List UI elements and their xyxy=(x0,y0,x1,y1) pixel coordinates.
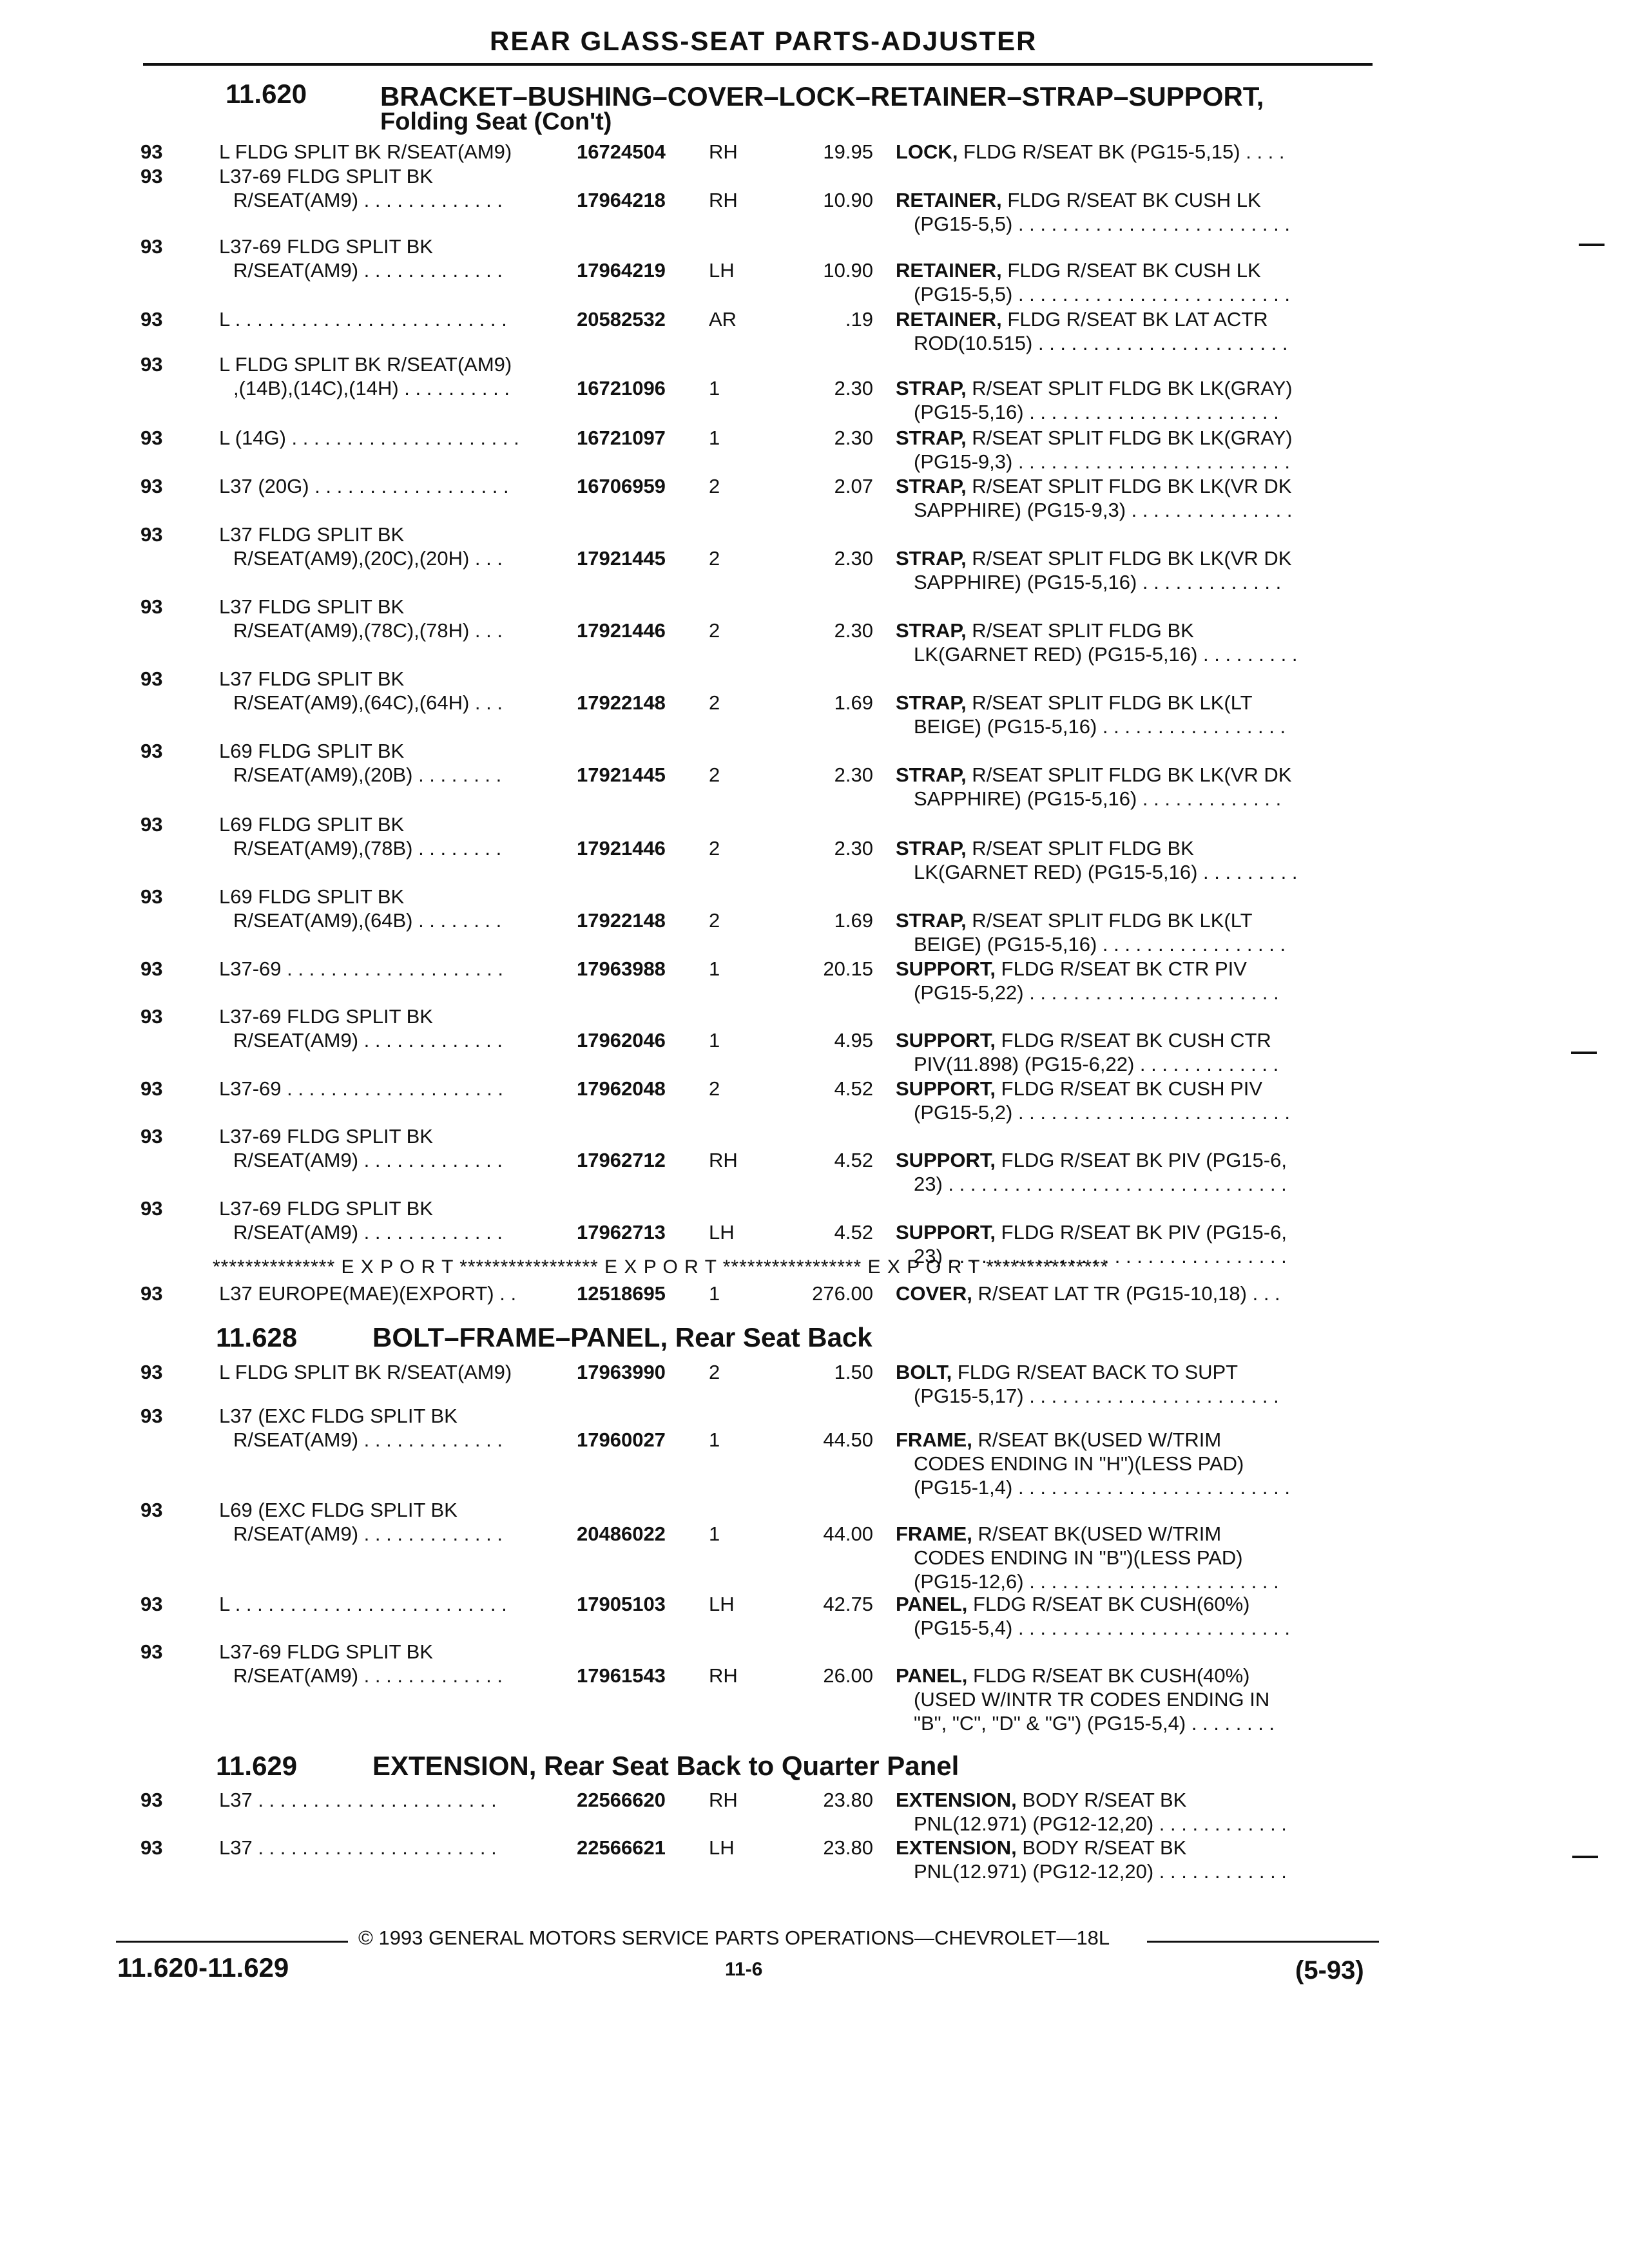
price: 276.00 xyxy=(812,1282,873,1305)
quantity: 1 xyxy=(709,1282,720,1305)
part-number: 17962046 xyxy=(577,1029,666,1052)
price: 1.69 xyxy=(834,909,873,932)
description-noun: STRAP, xyxy=(896,619,967,642)
footer-date: (5-93) xyxy=(1295,1956,1364,1984)
table-row xyxy=(0,1640,1629,1735)
model-year: 93 xyxy=(140,353,163,376)
model-year: 93 xyxy=(140,957,163,980)
description-noun: SUPPORT, xyxy=(896,1077,996,1100)
description xyxy=(896,1361,1238,1384)
description xyxy=(896,475,1291,498)
application: L37 EUROPE(MAE)(EXPORT) . . xyxy=(219,1282,517,1305)
application: L37 FLDG SPLIT BK xyxy=(219,595,405,618)
description-text: FLDG R/SEAT BK CUSH LK xyxy=(1001,189,1261,211)
description xyxy=(896,619,1194,642)
application: L37 (20G) . . . . . . . . . . . . . . . . . . xyxy=(219,475,509,497)
application: L37-69 FLDG SPLIT BK xyxy=(219,235,433,258)
price: 44.50 xyxy=(823,1428,873,1451)
footer-rule xyxy=(116,1941,348,1943)
application: L37 . . . . . . . . . . . . . . . . . . . . . . xyxy=(219,1836,497,1859)
part-number: 17921446 xyxy=(577,837,666,860)
section-number: 11.629 xyxy=(216,1751,298,1781)
part-number: 12518695 xyxy=(577,1282,666,1305)
description-noun: STRAP, xyxy=(896,764,967,786)
table-row xyxy=(0,595,1629,666)
model-year: 93 xyxy=(140,140,163,163)
price: 42.75 xyxy=(823,1593,873,1615)
model-year: 93 xyxy=(140,1593,163,1615)
model-year: 93 xyxy=(140,668,163,690)
part-number: 17961543 xyxy=(577,1664,666,1687)
description-noun: STRAP, xyxy=(896,691,967,714)
description xyxy=(896,547,1291,570)
application: L FLDG SPLIT BK R/SEAT(AM9) xyxy=(219,140,512,163)
part-number: 17960027 xyxy=(577,1428,666,1451)
table-row xyxy=(0,523,1629,594)
header-rule xyxy=(143,63,1373,66)
description xyxy=(896,259,1261,282)
application: L69 FLDG SPLIT BK xyxy=(219,740,405,762)
description-text: FLDG R/SEAT BK LAT ACTR xyxy=(1001,308,1268,331)
description-text: BODY R/SEAT BK xyxy=(1016,1836,1187,1859)
quantity: 2 xyxy=(709,837,720,860)
price: 19.95 xyxy=(823,140,873,163)
description-cont: (PG15-1,4) . . . . . . . . . . . . . . . . . . . . . . . . . xyxy=(914,1476,1290,1499)
table-row xyxy=(0,668,1629,738)
description xyxy=(896,1221,1287,1244)
part-number: 17922148 xyxy=(577,909,666,932)
price: 4.52 xyxy=(834,1149,873,1171)
price: 2.30 xyxy=(834,427,873,449)
description-text: FLDG R/SEAT BK CUSH LK xyxy=(1001,259,1261,282)
quantity: RH xyxy=(709,189,738,211)
application-cont: R/SEAT(AM9),(20B) . . . . . . . . xyxy=(233,764,502,786)
part-number: 16721097 xyxy=(577,427,666,449)
price: 23.80 xyxy=(823,1789,873,1811)
description xyxy=(896,837,1194,860)
table-row xyxy=(0,813,1629,884)
part-number: 17921445 xyxy=(577,547,666,570)
application-cont: R/SEAT(AM9) . . . . . . . . . . . . . xyxy=(233,1523,503,1545)
application: L . . . . . . . . . . . . . . . . . . . . . . . . . xyxy=(219,1593,507,1615)
table-row xyxy=(0,353,1629,424)
description-text: R/SEAT SPLIT FLDG BK xyxy=(966,619,1194,642)
description-noun: BOLT, xyxy=(896,1361,952,1383)
application-cont: R/SEAT(AM9),(78C),(78H) . . . xyxy=(233,619,503,642)
description xyxy=(896,1664,1250,1687)
quantity: RH xyxy=(709,1664,738,1687)
model-year: 93 xyxy=(140,813,163,836)
description-cont: (PG15-5,16) . . . . . . . . . . . . . . . . . . . . . . . xyxy=(914,401,1279,423)
description xyxy=(896,1523,1221,1546)
application-cont: R/SEAT(AM9) . . . . . . . . . . . . . xyxy=(233,1221,503,1244)
description xyxy=(896,140,1285,164)
description xyxy=(896,308,1268,331)
part-number: 17963990 xyxy=(577,1361,666,1383)
quantity: LH xyxy=(709,259,735,282)
description-text: R/SEAT SPLIT FLDG BK xyxy=(966,837,1194,860)
model-year: 93 xyxy=(140,1640,163,1663)
description-text: R/SEAT SPLIT FLDG BK LK(VR DK xyxy=(966,764,1292,786)
part-number: 17922148 xyxy=(577,691,666,714)
part-number: 20582532 xyxy=(577,308,666,331)
part-number: 17962712 xyxy=(577,1149,666,1171)
price: 4.52 xyxy=(834,1077,873,1100)
price: 2.30 xyxy=(834,377,873,399)
description-cont: SAPPHIRE) (PG15-5,16) . . . . . . . . . . . . . xyxy=(914,571,1282,593)
description-cont: SAPPHIRE) (PG15-9,3) . . . . . . . . . . . . . . . xyxy=(914,499,1293,521)
description-noun: STRAP, xyxy=(896,547,967,570)
price: 23.80 xyxy=(823,1836,873,1859)
application: L37-69 FLDG SPLIT BK xyxy=(219,1640,433,1663)
model-year: 93 xyxy=(140,427,163,449)
description-text: R/SEAT SPLIT FLDG BK LK(VR DK xyxy=(966,475,1292,497)
application-cont: R/SEAT(AM9) . . . . . . . . . . . . . xyxy=(233,1664,503,1687)
section-title: EXTENSION, Rear Seat Back to Quarter Panel xyxy=(372,1751,959,1781)
description-noun: STRAP, xyxy=(896,837,967,860)
description-cont: (PG15-5,2) . . . . . . . . . . . . . . . . . . . . . . . . . xyxy=(914,1101,1290,1124)
price: 2.30 xyxy=(834,837,873,860)
application-cont: R/SEAT(AM9) . . . . . . . . . . . . . xyxy=(233,1149,503,1171)
application: L37-69 . . . . . . . . . . . . . . . . . . . . xyxy=(219,957,504,980)
part-number: 16724504 xyxy=(577,140,666,163)
description-text: FLDG R/SEAT BK CTR PIV xyxy=(996,957,1247,980)
model-year: 93 xyxy=(140,1361,163,1383)
price: 20.15 xyxy=(823,957,873,980)
quantity: 1 xyxy=(709,1523,720,1545)
description xyxy=(896,1789,1186,1812)
model-year: 93 xyxy=(140,1005,163,1028)
description-noun: STRAP, xyxy=(896,909,967,932)
footer-section-range: 11.620-11.629 xyxy=(117,1952,289,1983)
table-row xyxy=(0,1836,1629,1907)
price: 1.69 xyxy=(834,691,873,714)
application-cont: R/SEAT(AM9) . . . . . . . . . . . . . xyxy=(233,1428,503,1451)
model-year: 93 xyxy=(140,235,163,258)
model-year: 93 xyxy=(140,1077,163,1100)
description xyxy=(896,957,1247,981)
part-number: 22566621 xyxy=(577,1836,666,1859)
description xyxy=(896,1077,1262,1100)
export-separator: *************** E X P O R T ***************** E X P O R T ***************** E X P O R T *************** xyxy=(213,1256,1109,1278)
description-text: FLDG R/SEAT BK PIV (PG15-6, xyxy=(996,1221,1287,1244)
price: 2.30 xyxy=(834,764,873,786)
part-number: 22566620 xyxy=(577,1789,666,1811)
model-year: 93 xyxy=(140,1836,163,1859)
model-year: 93 xyxy=(140,885,163,908)
price: 1.50 xyxy=(834,1361,873,1383)
part-number: 17962048 xyxy=(577,1077,666,1100)
description-noun: LOCK, xyxy=(896,140,958,163)
application-cont: R/SEAT(AM9),(64B) . . . . . . . . xyxy=(233,909,502,932)
application: L69 (EXC FLDG SPLIT BK xyxy=(219,1499,458,1521)
part-number: 17921445 xyxy=(577,764,666,786)
margin-mark xyxy=(1579,244,1605,246)
application: L (14G) . . . . . . . . . . . . . . . . . . . . . xyxy=(219,427,519,449)
description xyxy=(896,691,1253,715)
section-number: 11.620 xyxy=(226,79,307,109)
description-text: R/SEAT SPLIT FLDG BK LK(GRAY) xyxy=(966,377,1293,399)
application: L37-69 FLDG SPLIT BK xyxy=(219,1197,433,1220)
description-text: FLDG R/SEAT BACK TO SUPT xyxy=(952,1361,1239,1383)
description xyxy=(896,764,1291,787)
description-noun: STRAP, xyxy=(896,377,967,399)
description-text: FLDG R/SEAT BK CUSH(40%) xyxy=(967,1664,1250,1687)
section-title: BOLT–FRAME–PANEL, Rear Seat Back xyxy=(372,1322,872,1352)
description-cont: BEIGE) (PG15-5,16) . . . . . . . . . . . . . . . . . xyxy=(914,715,1286,738)
description-cont: (USED W/INTR TR CODES ENDING IN xyxy=(914,1688,1270,1711)
description-text: FLDG R/SEAT BK CUSH PIV xyxy=(996,1077,1263,1100)
price: 4.52 xyxy=(834,1221,873,1244)
quantity: 1 xyxy=(709,427,720,449)
table-row xyxy=(0,165,1629,236)
application: L37-69 FLDG SPLIT BK xyxy=(219,1125,433,1148)
quantity: AR xyxy=(709,308,737,331)
description xyxy=(896,1029,1271,1052)
application-cont: R/SEAT(AM9) . . . . . . . . . . . . . xyxy=(233,259,503,282)
quantity: 1 xyxy=(709,1428,720,1451)
description-text: FLDG R/SEAT BK CUSH(60%) xyxy=(967,1593,1250,1615)
part-number: 20486022 xyxy=(577,1523,666,1545)
model-year: 93 xyxy=(140,308,163,331)
table-row xyxy=(0,740,1629,811)
description-text: FLDG R/SEAT BK PIV (PG15-6, xyxy=(996,1149,1287,1171)
part-number: 17921446 xyxy=(577,619,666,642)
application: L37 . . . . . . . . . . . . . . . . . . . . . . xyxy=(219,1789,497,1811)
application: L FLDG SPLIT BK R/SEAT(AM9) xyxy=(219,1361,512,1383)
price: 26.00 xyxy=(823,1664,873,1687)
quantity: 2 xyxy=(709,619,720,642)
description xyxy=(896,1428,1221,1452)
margin-mark xyxy=(1572,1856,1598,1858)
quantity: 1 xyxy=(709,1029,720,1052)
description-text: R/SEAT BK(USED W/TRIM xyxy=(972,1428,1222,1451)
description-cont: (PG15-5,17) . . . . . . . . . . . . . . . . . . . . . . . xyxy=(914,1385,1279,1407)
margin-mark xyxy=(1571,1052,1597,1054)
quantity: 2 xyxy=(709,764,720,786)
description-cont: CODES ENDING IN "H")(LESS PAD) xyxy=(914,1452,1244,1475)
price: 2.30 xyxy=(834,619,873,642)
description-noun: STRAP, xyxy=(896,427,967,449)
description-cont: LK(GARNET RED) (PG15-5,16) . . . . . . . . . xyxy=(914,643,1298,666)
description-cont: 23) . . . . . . . . . . . . . . . . . . . . . . . . . . . . . . . xyxy=(914,1173,1287,1195)
table-row xyxy=(0,235,1629,306)
quantity: 2 xyxy=(709,1077,720,1100)
description-cont: (PG15-12,6) . . . . . . . . . . . . . . . . . . . . . . . xyxy=(914,1570,1279,1593)
description-noun: FRAME, xyxy=(896,1428,972,1451)
model-year: 93 xyxy=(140,1499,163,1521)
model-year: 93 xyxy=(140,165,163,187)
quantity: RH xyxy=(709,140,738,163)
quantity: LH xyxy=(709,1221,735,1244)
description-noun: SUPPORT, xyxy=(896,1029,996,1052)
description-noun: SUPPORT, xyxy=(896,957,996,980)
description-noun: RETAINER, xyxy=(896,308,1002,331)
application-cont: R/SEAT(AM9),(78B) . . . . . . . . xyxy=(233,837,502,860)
section-subtitle: Folding Seat (Con't) xyxy=(380,108,612,135)
quantity: 2 xyxy=(709,1361,720,1383)
description-text: R/SEAT LAT TR (PG15-10,18) . . . xyxy=(972,1282,1280,1305)
application: L37 (EXC FLDG SPLIT BK xyxy=(219,1405,458,1427)
model-year: 93 xyxy=(140,740,163,762)
quantity: RH xyxy=(709,1149,738,1171)
section-title: BRACKET–BUSHING–COVER–LOCK–RETAINER–STRAP–SUPPORT, xyxy=(380,81,1264,111)
application: L FLDG SPLIT BK R/SEAT(AM9) xyxy=(219,353,512,376)
description xyxy=(896,189,1261,212)
description-text: R/SEAT SPLIT FLDG BK LK(GRAY) xyxy=(966,427,1293,449)
description-noun: EXTENSION, xyxy=(896,1836,1017,1859)
model-year: 93 xyxy=(140,1125,163,1148)
model-year: 93 xyxy=(140,523,163,546)
model-year: 93 xyxy=(140,475,163,497)
description xyxy=(896,909,1253,932)
price: 10.90 xyxy=(823,259,873,282)
page-header-title: REAR GLASS-SEAT PARTS-ADJUSTER xyxy=(490,26,1037,56)
description-noun: RETAINER, xyxy=(896,259,1002,282)
application-cont: R/SEAT(AM9) . . . . . . . . . . . . . xyxy=(233,1029,503,1052)
table-row xyxy=(0,1005,1629,1076)
table-row xyxy=(0,885,1629,956)
description-cont: "B", "C", "D" & "G") (PG15-5,4) . . . . . . . . xyxy=(914,1712,1275,1735)
footer-page-number: 11-6 xyxy=(725,1959,763,1980)
footer-rule xyxy=(1147,1941,1379,1943)
description-cont: PIV(11.898) (PG15-6,22) . . . . . . . . . . . . . xyxy=(914,1053,1279,1075)
description-cont: ROD(10.515) . . . . . . . . . . . . . . . . . . . . . . . xyxy=(914,332,1288,354)
description-noun: PANEL, xyxy=(896,1593,968,1615)
description-cont: (PG15-5,22) . . . . . . . . . . . . . . . . . . . . . . . xyxy=(914,981,1279,1004)
model-year: 93 xyxy=(140,1197,163,1220)
description-cont: PNL(12.971) (PG12-12,20) . . . . . . . . . . . . xyxy=(914,1812,1287,1835)
model-year: 93 xyxy=(140,595,163,618)
description xyxy=(896,427,1293,450)
quantity: 2 xyxy=(709,691,720,714)
description-text: R/SEAT SPLIT FLDG BK LK(VR DK xyxy=(966,547,1292,570)
quantity: 2 xyxy=(709,475,720,497)
description-text: BODY R/SEAT BK xyxy=(1016,1789,1187,1811)
quantity: LH xyxy=(709,1593,735,1615)
application: L37-69 FLDG SPLIT BK xyxy=(219,1005,433,1028)
table-row xyxy=(0,1499,1629,1593)
price: .19 xyxy=(845,308,873,331)
description xyxy=(896,1282,1280,1305)
description-text: R/SEAT SPLIT FLDG BK LK(LT xyxy=(966,909,1253,932)
application: L69 FLDG SPLIT BK xyxy=(219,885,405,908)
table-row xyxy=(0,1405,1629,1499)
quantity: LH xyxy=(709,1836,735,1859)
description-text: FLDG R/SEAT BK (PG15-5,15) . . . . xyxy=(958,140,1285,163)
description-noun: SUPPORT, xyxy=(896,1149,996,1171)
application: L69 FLDG SPLIT BK xyxy=(219,813,405,836)
application-cont: ,(14B),(14C),(14H) . . . . . . . . . . xyxy=(233,377,510,399)
description-cont: (PG15-5,4) . . . . . . . . . . . . . . . . . . . . . . . . . xyxy=(914,1617,1290,1639)
part-number: 17964219 xyxy=(577,259,666,282)
description-noun: COVER, xyxy=(896,1282,972,1305)
description-cont: SAPPHIRE) (PG15-5,16) . . . . . . . . . . . . . xyxy=(914,787,1282,810)
description-cont: LK(GARNET RED) (PG15-5,16) . . . . . . . . . xyxy=(914,861,1298,883)
price: 44.00 xyxy=(823,1523,873,1545)
description-cont: (PG15-5,5) . . . . . . . . . . . . . . . . . . . . . . . . . xyxy=(914,213,1290,235)
price: 2.07 xyxy=(834,475,873,497)
application: L37 FLDG SPLIT BK xyxy=(219,668,405,690)
quantity: 1 xyxy=(709,957,720,980)
quantity: 2 xyxy=(709,547,720,570)
description-noun: STRAP, xyxy=(896,475,967,497)
application: L37-69 FLDG SPLIT BK xyxy=(219,165,433,187)
description xyxy=(896,1149,1287,1172)
model-year: 93 xyxy=(140,1282,163,1305)
description-text: R/SEAT BK(USED W/TRIM xyxy=(972,1523,1222,1545)
quantity: RH xyxy=(709,1789,738,1811)
description-noun: RETAINER, xyxy=(896,189,1002,211)
description-cont: CODES ENDING IN "B")(LESS PAD) xyxy=(914,1546,1243,1569)
part-number: 17964218 xyxy=(577,189,666,211)
quantity: 1 xyxy=(709,377,720,399)
section-number: 11.628 xyxy=(216,1322,298,1352)
application: L37 FLDG SPLIT BK xyxy=(219,523,405,546)
description-cont: (PG15-9,3) . . . . . . . . . . . . . . . . . . . . . . . . . xyxy=(914,450,1290,473)
part-number: 17963988 xyxy=(577,957,666,980)
description-noun: PANEL, xyxy=(896,1664,968,1687)
application-cont: R/SEAT(AM9),(64C),(64H) . . . xyxy=(233,691,503,714)
description xyxy=(896,1836,1186,1860)
part-number: 17905103 xyxy=(577,1593,666,1615)
quantity: 2 xyxy=(709,909,720,932)
part-number: 16706959 xyxy=(577,475,666,497)
description-text: FLDG R/SEAT BK CUSH CTR xyxy=(996,1029,1271,1052)
price: 4.95 xyxy=(834,1029,873,1052)
description-text: R/SEAT SPLIT FLDG BK LK(LT xyxy=(966,691,1253,714)
description xyxy=(896,377,1293,400)
description xyxy=(896,1593,1250,1616)
application-cont: R/SEAT(AM9),(20C),(20H) . . . xyxy=(233,547,503,570)
price: 2.30 xyxy=(834,547,873,570)
application: L37-69 . . . . . . . . . . . . . . . . . . . . xyxy=(219,1077,504,1100)
description-cont: (PG15-5,5) . . . . . . . . . . . . . . . . . . . . . . . . . xyxy=(914,283,1290,305)
model-year: 93 xyxy=(140,1405,163,1427)
application-cont: R/SEAT(AM9) . . . . . . . . . . . . . xyxy=(233,189,503,211)
description-noun: EXTENSION, xyxy=(896,1789,1017,1811)
table-row xyxy=(0,1125,1629,1196)
footer-copyright: © 1993 GENERAL MOTORS SERVICE PARTS OPERATIONS—CHEVROLET—18L xyxy=(358,1927,1110,1949)
part-number: 17962713 xyxy=(577,1221,666,1244)
description-cont: BEIGE) (PG15-5,16) . . . . . . . . . . . . . . . . . xyxy=(914,933,1286,956)
description-noun: SUPPORT, xyxy=(896,1221,996,1244)
description-cont: PNL(12.971) (PG12-12,20) . . . . . . . . . . . . xyxy=(914,1860,1287,1883)
part-number: 16721096 xyxy=(577,377,666,399)
description-noun: FRAME, xyxy=(896,1523,972,1545)
description-cont: 23) . . . . . . . . . . . . . . . . . . . . . . . . . . . . . . . xyxy=(914,1245,1287,1267)
model-year: 93 xyxy=(140,1789,163,1811)
application: L . . . . . . . . . . . . . . . . . . . . . . . . . xyxy=(219,308,507,331)
price: 10.90 xyxy=(823,189,873,211)
